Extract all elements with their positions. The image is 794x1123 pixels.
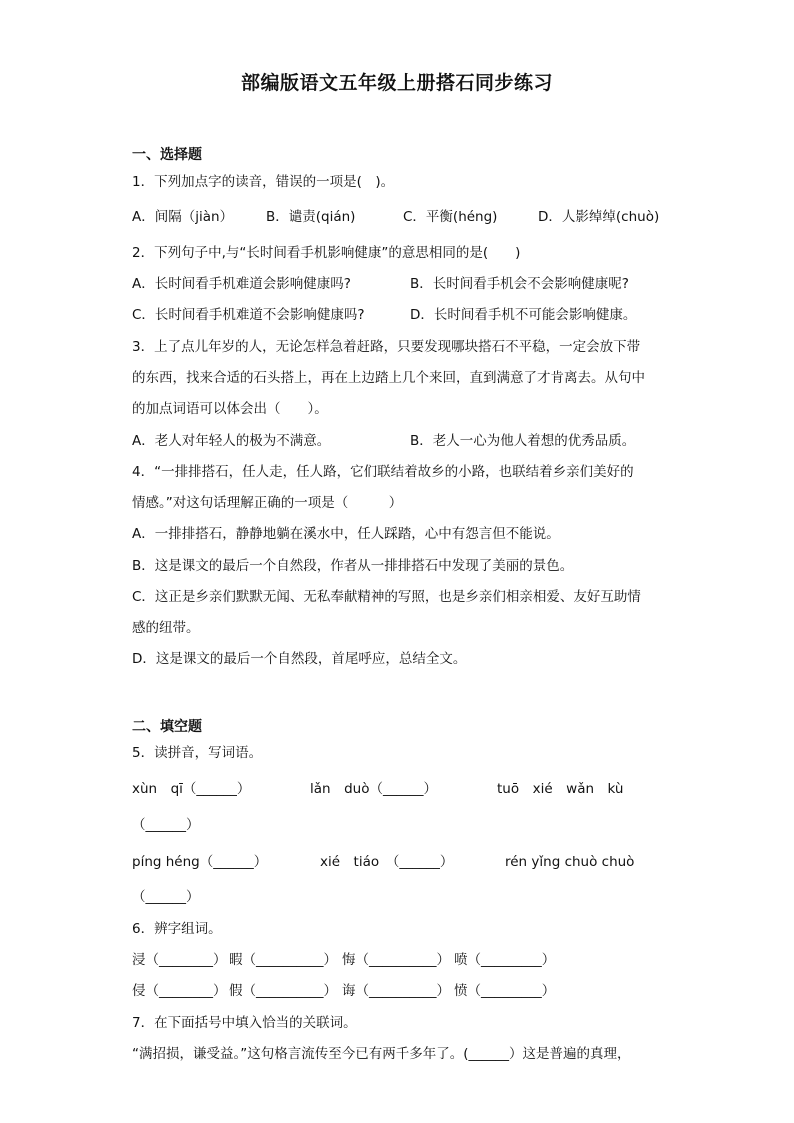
q5-item-5: xié tiáo （______） bbox=[320, 854, 454, 870]
q2-option-c: C．长时间看手机难道不会影响健康吗? bbox=[132, 307, 365, 323]
q3-options bbox=[132, 432, 692, 450]
q4-option-c-cont: 感的纽带。 bbox=[132, 620, 200, 636]
q3-option-a: A．老人对年轻人的极为不满意。 bbox=[132, 433, 331, 449]
q2-options-row1 bbox=[132, 275, 692, 293]
q3-line-3: 的加点词语可以体会出（ ）。 bbox=[132, 401, 328, 417]
q2-stem: 2．下列句子中,与“长时间看手机影响健康”的意思相同的是( ) bbox=[132, 245, 521, 261]
q6-item-6: 假（__________） bbox=[229, 983, 337, 999]
q1-option-d: D．人影绰绰(chuò) bbox=[538, 209, 660, 225]
q7-stem: 7．在下面括号中填入恰当的关联词。 bbox=[132, 1015, 357, 1031]
q4-line-2: 情感。”对这句话理解正确的一项是（ ） bbox=[132, 495, 403, 511]
q5-item-6: rén yǐng chuò chuò bbox=[505, 854, 635, 870]
q6-item-5: 侵（________） bbox=[132, 983, 227, 999]
q6-item-1: 浸（________） bbox=[132, 952, 227, 968]
q5-row-1 bbox=[132, 780, 692, 798]
q1-options bbox=[132, 208, 692, 226]
q6-stem: 6．辨字组词。 bbox=[132, 921, 222, 937]
q6-row-1 bbox=[132, 951, 692, 969]
section-heading-fill: 二、填空题 bbox=[132, 719, 202, 735]
q1-option-a: A．间隔（jiàn） bbox=[132, 209, 234, 225]
q2-options-row2 bbox=[132, 306, 692, 324]
q1-stem: 1．下列加点字的读音，错误的一项是( )。 bbox=[132, 174, 395, 190]
q5-item-4: píng héng（______） bbox=[132, 854, 268, 870]
q4-option-a: A．一排排搭石，静静地躺在溪水中，任人踩踏，心中有怨言但不能说。 bbox=[132, 526, 560, 542]
q3-line-1: 3．上了点儿年岁的人，无论怎样急着赶路，只要发现哪块搭石不平稳，一定会放下带 bbox=[132, 339, 641, 355]
q3-line-2: 的东西，找来合适的石头搭上，再在上边踏上几个来回，直到满意了才肯离去。从句中 bbox=[132, 370, 645, 386]
q4-option-b: B．这是课文的最后一个自然段，作者从一排排搭石中发现了美丽的景色。 bbox=[132, 558, 574, 574]
section-heading-choice: 一、选择题 bbox=[132, 147, 202, 163]
q3-option-b: B．老人一心为他人着想的优秀品质。 bbox=[410, 433, 636, 449]
q4-option-c: C．这正是乡亲们默默无闻、无私奉献精神的写照，也是乡亲们相亲相爱、友好互助情 bbox=[132, 589, 641, 605]
q5-row-2 bbox=[132, 853, 692, 871]
q5-item-2: lǎn duò（______） bbox=[310, 781, 437, 797]
q6-item-2: 暇（__________） bbox=[229, 952, 337, 968]
q4-option-d: D．这是课文的最后一个自然段，首尾呼应，总结全文。 bbox=[132, 651, 467, 667]
q1-option-b: B．谴责(qián) bbox=[266, 209, 356, 225]
q6-item-7: 诲（__________） bbox=[342, 983, 450, 999]
q4-line-1: 4．“一排排搭石，任人走，任人路，它们联结着故乡的小路，也联结着乡亲们美好的 bbox=[132, 464, 634, 480]
q1-option-c: C．平衡(héng) bbox=[403, 209, 498, 225]
q5-stem: 5．读拼音，写词语。 bbox=[132, 745, 263, 761]
q5-item-3-blank: （______） bbox=[132, 817, 200, 833]
q5-item-1: xùn qī（______） bbox=[132, 781, 251, 797]
q6-row-2 bbox=[132, 982, 692, 1000]
q2-option-b: B．长时间看手机会不会影响健康呢? bbox=[410, 276, 629, 292]
q7-text: “满招损，谦受益。”这句格言流传至今已有两千多年了。(______）这是普遍的真理， bbox=[132, 1046, 631, 1062]
q5-item-6-blank: （______） bbox=[132, 889, 200, 905]
q5-item-3: tuō xié wǎn kù bbox=[497, 781, 624, 797]
q2-option-a: A．长时间看手机难道会影响健康吗? bbox=[132, 276, 351, 292]
q6-item-8: 愤（_________） bbox=[454, 983, 556, 999]
q6-item-3: 悔（__________） bbox=[342, 952, 450, 968]
q6-item-4: 喷（_________） bbox=[454, 952, 556, 968]
page-title: 部编版语文五年级上册搭石同步练习 bbox=[240, 72, 553, 94]
q2-option-d: D．长时间看手机不可能会影响健康。 bbox=[410, 307, 637, 323]
